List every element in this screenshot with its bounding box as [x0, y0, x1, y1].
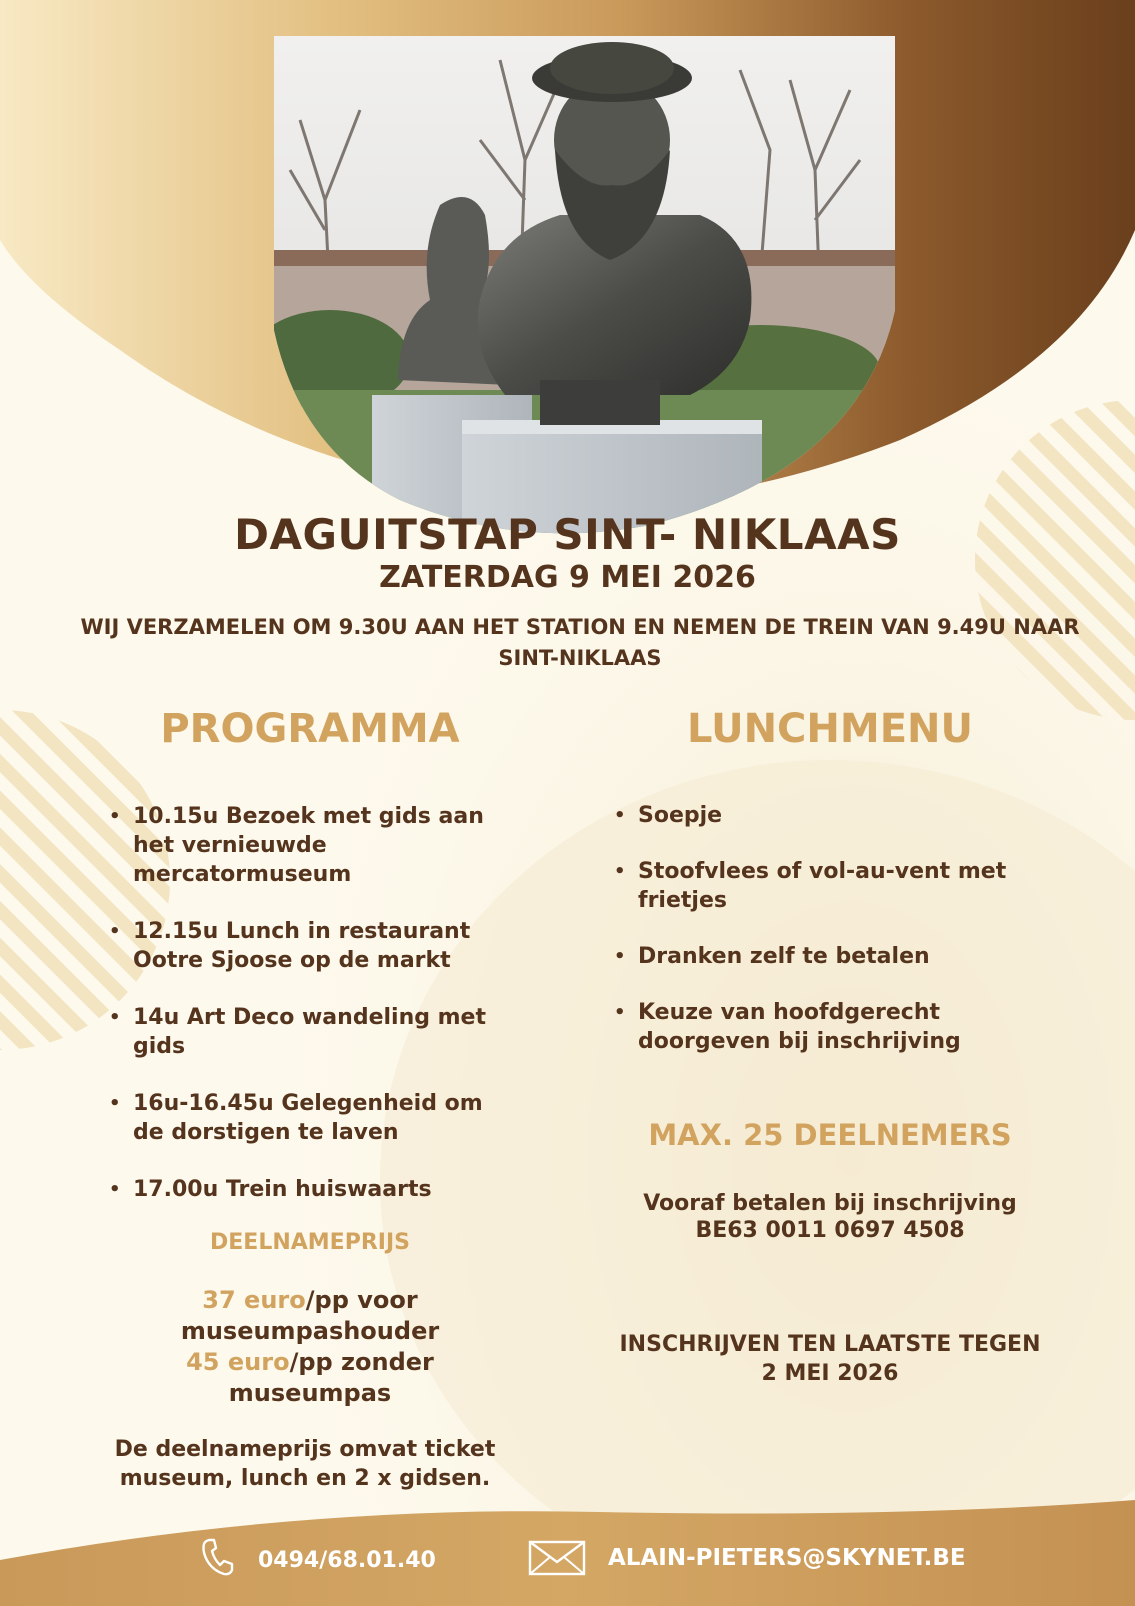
- program-item: • 14u Art Deco wandeling met gids: [109, 1003, 509, 1061]
- payment-line: Vooraf betalen bij inschrijving: [643, 1191, 1017, 1216]
- event-date: ZATERDAG 9 MEI 2026: [379, 560, 756, 595]
- envelope-icon: [528, 1540, 586, 1576]
- payment-info: [610, 1190, 1050, 1244]
- lunch-item: • Keuze van hoofdgerecht doorgeven bij inschrijving: [614, 998, 1044, 1056]
- price-title: DEELNAMEPRIJS: [210, 1230, 410, 1255]
- program-item: • 16u-16.45u Gelegenheid om de dorstigen te laven: [109, 1089, 509, 1147]
- price-no-museumpas-text: /pp zonder: [289, 1348, 434, 1376]
- price-no-museumpas-amount: 45 euro: [186, 1348, 290, 1376]
- program-item: • 17.00u Trein huiswaarts: [109, 1175, 509, 1204]
- program-title: PROGRAMMA: [160, 706, 460, 752]
- phone-number[interactable]: 0494/68.01.40: [258, 1548, 436, 1573]
- lunch-item: • Dranken zelf te betalen: [614, 942, 1044, 971]
- meeting-info: WIJ VERZAMELEN OM 9.30U AAN HET STATION EN NEMEN DE TREIN VAN 9.49U NAAR SINT-NIKLAAS: [80, 615, 1080, 670]
- price-museumpas-amount: 37 euro: [202, 1286, 306, 1314]
- price-museumpas-text: /pp voor: [305, 1286, 418, 1314]
- email-address[interactable]: ALAIN-PIETERS@SKYNET.BE: [608, 1545, 966, 1571]
- price-block: [110, 1285, 510, 1409]
- lunch-item: • Soepje: [614, 801, 1044, 830]
- registration-deadline: [580, 1330, 1080, 1388]
- price-note: De deelnameprijs omvat ticket museum, lunch en 2 x gidsen.: [114, 1437, 496, 1491]
- bank-account: BE63 0011 0697 4508: [695, 1218, 965, 1243]
- price-museumpas-text-2: museumpashouder: [180, 1317, 440, 1345]
- lunch-item: • Stoofvlees of vol-au-vent met frietjes: [614, 857, 1044, 915]
- program-list: [109, 802, 509, 1232]
- lunch-menu-title: LUNCHMENU: [687, 706, 973, 752]
- price-no-museumpas-text-2: museumpas: [228, 1379, 392, 1407]
- program-item: • 10.15u Bezoek met gids aan het vernieuwde mercatormuseum: [109, 802, 509, 889]
- deadline-line: INSCHRIJVEN TEN LAATSTE TEGEN: [619, 1332, 1041, 1357]
- lunch-menu-list: [614, 801, 1044, 1083]
- event-title: DAGUITSTAP SINT- NIKLAAS: [234, 510, 901, 559]
- program-item: • 12.15u Lunch in restaurant Ootre Sjoose op de markt: [109, 917, 509, 975]
- phone-icon: [200, 1537, 234, 1577]
- deadline-date: 2 MEI 2026: [761, 1361, 899, 1386]
- max-participants: MAX. 25 DEELNEMERS: [648, 1118, 1012, 1152]
